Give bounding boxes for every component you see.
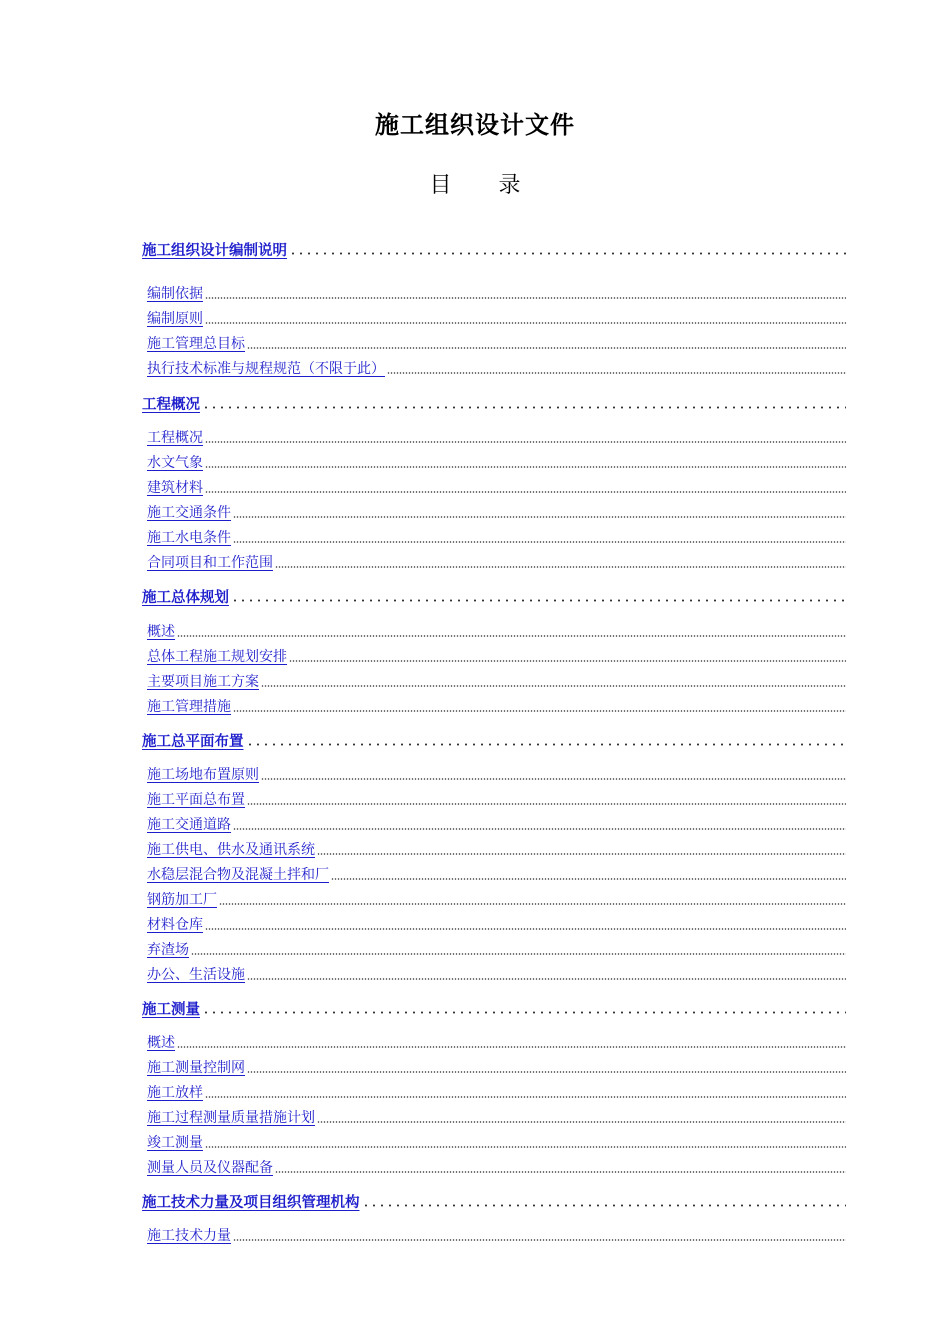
dot-leader xyxy=(177,1046,846,1048)
toc-subsection-link[interactable]: 总体工程施工规划安排 xyxy=(147,649,287,665)
dot-leader xyxy=(202,1011,846,1014)
toc-section-link[interactable]: 施工技术力量及项目组织管理机构 xyxy=(142,1195,360,1211)
toc-subsection-entry[interactable] xyxy=(131,1030,846,1052)
dot-leader xyxy=(205,322,846,324)
toc-subsection-link[interactable]: 水稳层混合物及混凝土拌和厂 xyxy=(147,867,329,883)
toc-subsection-link[interactable]: 合同项目和工作范围 xyxy=(147,555,273,571)
dot-leader xyxy=(205,491,846,493)
toc-subsection-link[interactable]: 概述 xyxy=(147,624,175,640)
toc-subsection-link[interactable]: 弃渣场 xyxy=(147,942,189,958)
dot-leader xyxy=(275,1171,846,1173)
toc-subsection-link[interactable]: 施工供电、供水及通讯系统 xyxy=(147,842,315,858)
dot-leader xyxy=(233,828,846,830)
dot-leader xyxy=(205,1096,846,1098)
toc-subsection-entry[interactable] xyxy=(131,912,846,934)
toc-subsection-link[interactable]: 竣工测量 xyxy=(147,1135,203,1151)
dot-leader xyxy=(205,466,846,468)
dot-leader xyxy=(205,1146,846,1148)
toc-subsection-entry[interactable] xyxy=(131,331,846,353)
dot-leader xyxy=(317,853,846,855)
dot-leader xyxy=(233,541,846,543)
toc-subsection-entry[interactable] xyxy=(131,619,846,641)
toc-section-link[interactable]: 施工总平面布置 xyxy=(142,734,244,750)
toc-subsection-link[interactable]: 施工平面总布置 xyxy=(147,792,245,808)
toc-subsection-entry[interactable] xyxy=(131,475,846,497)
toc-section-entry[interactable] xyxy=(126,585,846,607)
dot-leader xyxy=(275,566,846,568)
dot-leader xyxy=(289,660,846,662)
toc-subsection-link[interactable]: 编制依据 xyxy=(147,286,203,302)
toc-heading: 目 录 xyxy=(429,173,541,198)
dot-leader xyxy=(233,1239,846,1241)
dot-leader xyxy=(205,441,846,443)
toc-subsection-entry[interactable] xyxy=(131,450,846,472)
toc-subsection-entry[interactable] xyxy=(131,694,846,716)
toc-subsection-entry[interactable] xyxy=(131,1155,846,1177)
dot-leader xyxy=(289,252,846,255)
toc-subsection-entry[interactable] xyxy=(131,644,846,666)
toc-subsection-entry[interactable] xyxy=(131,1055,846,1077)
toc-subsection-entry[interactable] xyxy=(131,762,846,784)
toc-subsection-entry[interactable] xyxy=(131,887,846,909)
toc-subsection-link[interactable]: 水文气象 xyxy=(147,455,203,471)
toc-subsection-entry[interactable] xyxy=(131,787,846,809)
toc-subsection-entry[interactable] xyxy=(131,669,846,691)
toc-subsection-entry[interactable] xyxy=(131,937,846,959)
toc-subsection-entry[interactable] xyxy=(131,962,846,984)
toc-subsection-entry[interactable] xyxy=(131,281,846,303)
dot-leader xyxy=(246,743,847,746)
dot-leader xyxy=(231,599,846,602)
dot-leader xyxy=(233,710,846,712)
toc-subsection-link[interactable]: 办公、生活设施 xyxy=(147,967,245,983)
dot-leader xyxy=(247,347,846,349)
dot-leader xyxy=(219,903,846,905)
toc-subsection-entry[interactable] xyxy=(131,1223,846,1245)
toc-subsection-entry[interactable] xyxy=(131,1080,846,1102)
dot-leader xyxy=(387,372,846,374)
toc-subsection-entry[interactable] xyxy=(131,812,846,834)
dot-leader xyxy=(247,803,846,805)
toc-subsection-link[interactable]: 施工过程测量质量措施计划 xyxy=(147,1110,315,1126)
dot-leader xyxy=(362,1204,847,1207)
toc-subsection-link[interactable]: 施工交通道路 xyxy=(147,817,231,833)
dot-leader xyxy=(247,1071,846,1073)
toc-subsection-link[interactable]: 施工放样 xyxy=(147,1085,203,1101)
toc-subsection-link[interactable]: 施工测量控制网 xyxy=(147,1060,245,1076)
toc-subsection-entry[interactable] xyxy=(131,500,846,522)
toc-subsection-link[interactable]: 编制原则 xyxy=(147,311,203,327)
document-title: 施工组织设计文件 xyxy=(375,111,575,139)
dot-leader xyxy=(205,928,846,930)
toc-section-entry[interactable] xyxy=(126,997,846,1019)
toc-subsection-link[interactable]: 概述 xyxy=(147,1035,175,1051)
dot-leader xyxy=(247,978,846,980)
toc-subsection-link[interactable]: 施工管理总目标 xyxy=(147,336,245,352)
toc-subsection-entry[interactable] xyxy=(131,550,846,572)
toc-subsection-entry[interactable] xyxy=(131,1130,846,1152)
toc-subsection-entry[interactable] xyxy=(131,862,846,884)
toc-section-link[interactable]: 施工组织设计编制说明 xyxy=(142,243,287,259)
toc-subsection-link[interactable]: 工程概况 xyxy=(147,430,203,446)
toc-section-entry[interactable] xyxy=(126,238,846,260)
toc-subsection-link[interactable]: 主要项目施工方案 xyxy=(147,674,259,690)
toc-section-link[interactable]: 施工总体规划 xyxy=(142,590,229,606)
toc-subsection-link[interactable]: 材料仓库 xyxy=(147,917,203,933)
toc-section-link[interactable]: 工程概况 xyxy=(142,397,200,413)
toc-subsection-entry[interactable] xyxy=(131,525,846,547)
dot-leader xyxy=(191,953,846,955)
dot-leader xyxy=(317,1121,846,1123)
toc-subsection-link[interactable]: 施工交通条件 xyxy=(147,505,231,521)
dot-leader xyxy=(261,778,846,780)
toc-subsection-entry[interactable] xyxy=(131,837,846,859)
toc-subsection-link[interactable]: 执行技术标准与规程规范（不限于此） xyxy=(147,361,385,377)
toc-section-entry[interactable] xyxy=(126,729,846,751)
dot-leader xyxy=(205,297,846,299)
toc-subsection-link[interactable]: 测量人员及仪器配备 xyxy=(147,1160,273,1176)
dot-leader xyxy=(233,516,846,518)
dot-leader xyxy=(261,685,846,687)
toc-subsection-entry[interactable] xyxy=(131,1105,846,1127)
dot-leader xyxy=(202,406,846,409)
toc-subsection-link[interactable]: 施工技术力量 xyxy=(147,1228,231,1244)
toc-section-entry[interactable] xyxy=(126,1190,846,1212)
dot-leader xyxy=(177,635,846,637)
toc-section-entry[interactable] xyxy=(126,392,846,414)
toc-section-link[interactable]: 施工测量 xyxy=(142,1002,200,1018)
toc-subsection-link[interactable]: 钢筋加工厂 xyxy=(147,892,217,908)
toc-subsection-link[interactable]: 施工管理措施 xyxy=(147,699,231,715)
toc-subsection-entry[interactable] xyxy=(131,306,846,328)
toc-subsection-entry[interactable] xyxy=(131,356,846,378)
toc-subsection-link[interactable]: 施工水电条件 xyxy=(147,530,231,546)
dot-leader xyxy=(331,878,846,880)
toc-subsection-entry[interactable] xyxy=(131,425,846,447)
toc-subsection-link[interactable]: 施工场地布置原则 xyxy=(147,767,259,783)
toc-subsection-link[interactable]: 建筑材料 xyxy=(147,480,203,496)
